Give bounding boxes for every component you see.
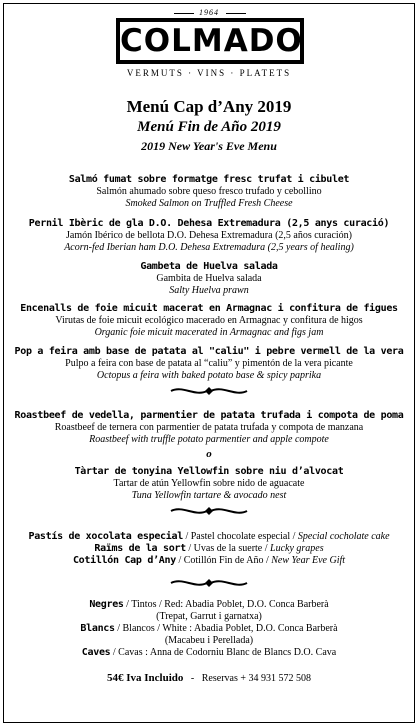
wine-types: Cavas : [118, 647, 148, 658]
dish-name-en: Organic foie micuit macerated in Armagnac and figs jam [94, 327, 324, 338]
dish-name-ca: Gambeta de Huelva salada [140, 261, 278, 272]
main-item [4, 466, 414, 502]
reservation-phone: Reservas + 34 931 572 508 [201, 673, 311, 684]
menu-title-ca: Menú Cap d’Any 2019 [126, 97, 292, 116]
dish-name-es: Pulpo a feira con base de patata al “caliu” y pimentón de la vera picante [65, 358, 353, 369]
dessert-item: Cotillón Cap d’Any / Cotillón Fin de Año / New Year Eve Gift [72, 555, 346, 566]
dessert-name-es: Pastel chocolate especial [190, 531, 291, 542]
wine-item: Caves / Cavas : Anna de Codorniu Blanc de Blancs D.O. Cava [81, 647, 337, 658]
wine-label: Blancs [80, 623, 115, 634]
dish-name-es: Roastbeef de ternera con parmentier de patata trufada y compota de manzana [54, 422, 364, 433]
logo-name: COLMADO [116, 18, 304, 64]
dish-name-ca: Tàrtar de tonyina Yellowfin sobre niu d’alvocat [74, 466, 344, 477]
logo-line-right [226, 13, 246, 14]
dessert-name-en: Lucky grapes [270, 543, 324, 554]
menu-footer [4, 672, 414, 684]
starter-item [4, 346, 414, 382]
starter-item [4, 261, 414, 297]
dessert-name-ca: Cotillón Cap d’Any [72, 555, 176, 566]
wine-label: Negres [89, 599, 124, 610]
wine-desc: Abadia Poblet, D.O. Conca Barberà [185, 599, 329, 610]
dish-name-ca: Pernil Ibèric de gla D.O. Dehesa Extremadura (2,5 anys curació) [28, 218, 390, 229]
dessert-name-es: Uvas de la suerte [193, 543, 263, 554]
menu-title-en: 2019 New Year's Eve Menu [141, 139, 277, 153]
dish-name-ca: Encenalls de foie micuit macerat en Armagnac i confitura de figues [20, 303, 398, 314]
dessert-name-ca: Raïms de la sort [94, 543, 186, 554]
starter-item [4, 303, 414, 339]
dish-name-en: Acorn-fed Iberian ham D.O. Dehesa Extremadura (2,5 years of healing) [64, 242, 354, 253]
logo-line-left [174, 13, 194, 14]
or-connector: o [206, 448, 212, 460]
dish-name-ca: Salmó fumat sobre formatge fresc trufat i cibulet [68, 174, 350, 185]
dessert-name-ca: Pastís de xocolata especial [28, 531, 183, 542]
wine-types: Tintos / Red: [131, 599, 184, 610]
logo-tagline: VERMUTS · VINS · PLATETS [126, 68, 292, 78]
dessert-item: Pastís de xocolata especial / Pastel chocolate especial / Special cocholate cake [28, 531, 390, 542]
dish-name-en: Smoked Salmon on Truffled Fresh Cheese [125, 198, 293, 209]
ornament-divider [4, 504, 414, 518]
wine-desc: Abadia Poblet, D.O. Conca Barberà [194, 623, 338, 634]
main-item [4, 410, 414, 446]
dessert-name-en: New Year Eve Gift [271, 555, 346, 566]
wine-list [4, 599, 414, 659]
wine-desc: Anna de Codorniu Blanc de Blancs D.O. Cava [149, 647, 337, 658]
dish-name-es: Gambita de Huelva salada [156, 273, 262, 284]
wine-types: Blancos / White : [122, 623, 193, 634]
ornament-divider [4, 384, 414, 398]
menu-title-es: Menú Fin de Año 2019 [137, 119, 281, 135]
menu-page [3, 3, 415, 723]
dish-name-es: Salmón ahumado sobre queso fresco trufado y cebollino [96, 186, 322, 197]
dish-name-en: Octopus a feira with baked potato base & spicy paprika [96, 370, 322, 381]
wine-item: Negres / Tintos / Red: Abadia Poblet, D.O. Conca Barberà [89, 599, 329, 610]
dish-name-en: Salty Huelva prawn [169, 285, 249, 296]
ornament-divider [4, 576, 414, 590]
dessert-name-en: Special cocholate cake [297, 531, 390, 542]
wine-label: Caves [81, 647, 111, 658]
logo-year: 1964 [199, 8, 219, 17]
dish-name-es: Virutas de foie micuit ecológico macerado en Armagnac y confitura de higos [55, 315, 363, 326]
dish-name-en: Roastbeef with truffle potato parmentier and apple compote [89, 434, 329, 445]
dish-name-ca: Roastbeef de vedella, parmentier de patata trufada i compota de poma [14, 410, 404, 421]
dessert-name-es: Cotillón Fin de Año [183, 555, 264, 566]
wine-note: (Macabeu i Perellada) [164, 635, 254, 646]
dish-name-ca: Pop a feira amb base de patata al "caliu" i pebre vermell de la vera [14, 346, 404, 357]
dish-name-en: Tuna Yellowfin tartare & avocado nest [131, 490, 287, 501]
dish-name-es: Jamón Ibérico de bellota D.O. Dehesa Extremadura (2,5 años curación) [65, 230, 352, 241]
wine-note: (Trepat, Garrut i garnatxa) [156, 611, 262, 622]
footer-dash: - [190, 673, 195, 684]
starter-item [4, 174, 414, 210]
wine-item: Blancs / Blancos / White : Abadia Poblet, D.O. Conca Barberà [80, 623, 338, 634]
starter-item [4, 218, 414, 254]
menu-price: 54€ Iva Incluido [106, 672, 184, 684]
dessert-item: Raïms de la sort / Uvas de la suerte / Lucky grapes [94, 543, 324, 554]
dish-name-es: Tartar de atún Yellowfin sobre nido de aguacate [113, 478, 305, 489]
